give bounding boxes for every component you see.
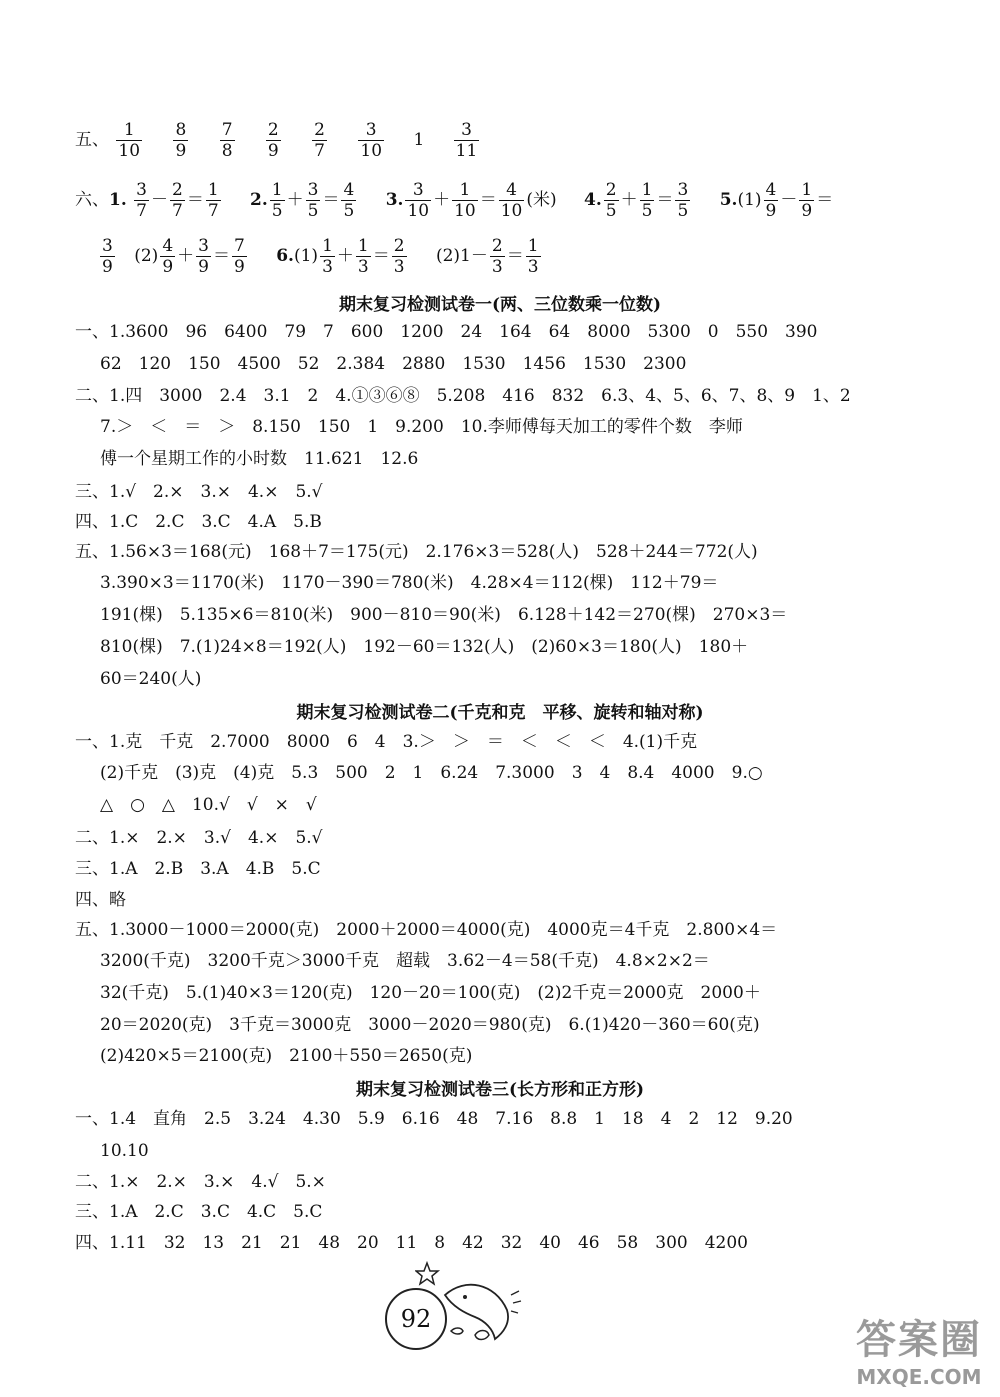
t1-line: 60＝240(人): [100, 669, 202, 689]
t1-line: 3.390×3＝1170(米) 1170－390＝780(米) 4.28×4＝112(棵) 112＋79＝: [100, 573, 719, 593]
t3-line: 一、1.4 直角 2.5 3.24 4.30 5.9 6.16 48 7.16 8.8 1 18 4 2 12 9.20: [75, 1109, 793, 1129]
test1-title: 期末复习检测试卷一(两、三位数乘一位数): [338, 295, 662, 315]
t1-line: 二、1.四 3000 2.4 3.1 2 4.①③⑥⑧ 5.208 416 832 6.3、4、5、6、7、8、9 1、2: [75, 386, 851, 406]
t2-line: (2)千克 (3)克 (4)克 5.3 500 2 1 6.24 7.3000 3 4 8.4 4000 9.○: [100, 763, 763, 783]
t1-line: 191(棵) 5.135×6＝810(米) 900－810＝90(米) 6.128＋142＝270(棵) 270×3＝: [100, 605, 788, 625]
t3-line: 四、1.11 32 13 21 21 48 20 11 8 42 32 40 46 58 300 4200: [75, 1233, 748, 1253]
sec5-label: 五、: [75, 130, 109, 150]
fraction: $\frac{2}{9}$: [267, 120, 279, 161]
sec6-line2: $\frac{3}{9}$ (2) $\frac{4}{9}$ ＋ $\frac{3}{9}$ ＝ $\frac{7}{9}$ 6.(1) $\frac{1}{3}$ ＋ $\frac{1}{3}$ ＝ $\frac{2}{3}$ (2)1－ $\frac{2}{3}$ ＝ $\frac{1}{3}$: [102, 236, 539, 277]
t1-line: 傅一个星期工作的小时数 11.621 12.6: [100, 449, 419, 469]
sec5-fractions: [75, 120, 481, 161]
t3-line: 二、1.× 2.× 3.× 4.√ 5.×: [75, 1172, 326, 1192]
fraction: $\frac{7}{8}$: [221, 120, 233, 161]
t3-line: 10.10: [100, 1141, 149, 1161]
t1-line: 一、1.3600 96 6400 79 7 600 1200 24 164 64 8000 5300 0 550 390: [75, 322, 818, 342]
t2-line: 五、1.3000－1000＝2000(克) 2000＋2000＝4000(克) 4000克＝4千克 2.800×4＝: [75, 920, 778, 940]
t2-line: 32(千克) 5.(1)40×3＝120(克) 120－20＝100(克) (2)2千克＝2000克 2000＋: [100, 983, 761, 1003]
test2-title: 期末复习检测试卷二(千克和克 平移、旋转和轴对称): [296, 703, 704, 723]
t1-line: 810(棵) 7.(1)24×8＝192(人) 192－60＝132(人) (2)60×3＝180(人) 180＋: [100, 637, 749, 657]
t2-line: 四、略: [75, 890, 126, 910]
fraction: $\frac{3}{11}$: [455, 120, 478, 161]
fraction: $\frac{1}{10}$: [118, 120, 141, 161]
t2-line: △ ○ △ 10.√ √ × √: [100, 795, 317, 815]
t1-line: 四、1.C 2.C 3.C 4.A 5.B: [75, 512, 322, 532]
t1-line: 三、1.√ 2.× 3.× 4.× 5.√: [75, 482, 323, 502]
t1-line: 7.＞ ＜ ＝ ＞ 8.150 150 1 9.200 10.李师傅每天加工的零件个数 李师: [100, 417, 743, 437]
t2-line: 三、1.A 2.B 3.A 4.B 5.C: [75, 859, 321, 879]
t2-line: 3200(千克) 3200千克＞3000千克 超载 3.62－4＝58(千克) 4.8×2×2＝: [100, 951, 710, 971]
t2-line: 20＝2020(克) 3千克＝3000克 3000－2020＝980(克) 6.(1)420－360＝60(克): [100, 1015, 760, 1035]
fraction: $\frac{8}{9}$: [175, 120, 187, 161]
fraction: $\frac{2}{7}$: [314, 120, 325, 161]
watermark-logo: 答案圈: [856, 1317, 982, 1363]
t2-line: (2)420×5＝2100(克) 2100＋550＝2650(克): [100, 1046, 473, 1066]
watermark-url: MXQE.COM: [856, 1365, 982, 1389]
t3-line: 三、1.A 2.C 3.C 4.C 5.C: [75, 1202, 323, 1222]
t2-line: 二、1.× 2.× 3.√ 4.× 5.√: [75, 828, 323, 848]
watermark: [856, 1308, 982, 1389]
whole-number: 1: [413, 130, 425, 150]
t1-line: 五、1.56×3＝168(元) 168＋7＝175(元) 2.176×3＝528(人) 528＋244＝772(人): [75, 542, 758, 562]
t2-line: 一、1.克 千克 2.7000 8000 6 4 3.＞ ＞ ＝ ＜ ＜ ＜ 4.(1)千克: [75, 732, 698, 752]
page-number: 92: [385, 1288, 447, 1350]
test3-title: 期末复习检测试卷三(长方形和正方形): [355, 1080, 645, 1100]
t1-line: 62 120 150 4500 52 2.384 2880 1530 1456 1530 2300: [100, 354, 687, 374]
sec6-line1: 六、1. $\frac{3}{7}$ － $\frac{2}{7}$ ＝ $\frac{1}{7}$ 2. $\frac{1}{5}$ ＋ $\frac{3}{5}$ ＝ $\frac{4}{5}$ 3. $\frac{3}{10}$ ＋ $\frac{1}{10}$ ＝ $\frac{4}{10}$ (米) 4. $\frac{2}{5}$ ＋ $\frac{1}{5}$ ＝ $\frac{3}{5}$ 5.(1) $\frac{4}{9}$ － $\frac{1}{9}$ ＝: [75, 180, 834, 221]
fraction: $\frac{3}{10}$: [360, 120, 383, 161]
